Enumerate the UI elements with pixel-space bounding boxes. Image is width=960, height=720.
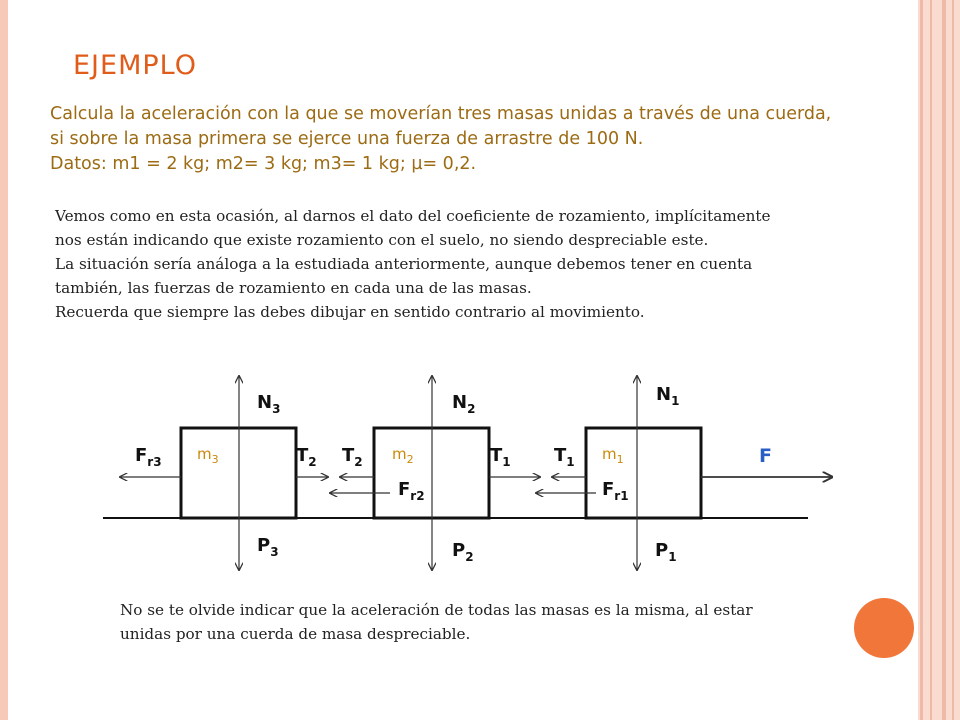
explanation-line: Vemos como en esta ocasión, al darnos el dato del coeficiente de rozamiento, implícitamente xyxy=(55,207,771,225)
label-Fr1: $F_{r1}$ xyxy=(602,479,629,503)
label-Fr3: $F_{r3}$ xyxy=(135,445,162,469)
label-T1-right: $T_1$ xyxy=(554,445,575,469)
label-P3: $P_3$ xyxy=(257,535,279,559)
decorative-circle xyxy=(854,598,914,658)
label-T2-right: $T_2$ xyxy=(342,445,363,469)
explanation-line: La situación sería análoga a la estudiada anteriormente, aunque debemos tener en cuenta xyxy=(55,255,753,273)
note-line: No se te olvide indicar que la aceleración de todas las masas es la misma, al estar xyxy=(120,601,753,619)
label-P2: $P_2$ xyxy=(452,540,474,564)
problem-line: Calcula la aceleración con la que se moverían tres masas unidas a través de una cuerda, xyxy=(50,104,832,124)
explanation-line: Recuerda que siempre las debes dibujar en sentido contrario al movimiento. xyxy=(55,303,645,321)
label-T2-left: $T_2$ xyxy=(296,445,317,469)
label-m3: $m_3$ xyxy=(197,445,219,466)
label-F: F xyxy=(759,445,772,467)
label-P1: $P_1$ xyxy=(655,540,677,564)
explanation-line: también, las fuerzas de rozamiento en cada una de las masas. xyxy=(55,279,532,297)
problem-data: Datos: m1 = 2 kg; m2= 3 kg; m3= 1 kg; µ= 0,2. xyxy=(50,154,477,174)
note-line: unidas por una cuerda de masa despreciable. xyxy=(120,625,471,643)
label-N1: $N_1$ xyxy=(656,384,680,408)
explanation-line: nos están indicando que existe rozamiento con el suelo, no siendo despreciable este. xyxy=(55,231,709,249)
label-m2: $m_2$ xyxy=(392,445,414,466)
slide-title: EJEMPLO xyxy=(73,50,197,81)
label-N3: $N_3$ xyxy=(257,392,281,416)
problem-line: si sobre la masa primera se ejerce una fuerza de arrastre de 100 N. xyxy=(50,129,644,149)
label-Fr2: $F_{r2}$ xyxy=(398,479,425,503)
label-N2: $N_2$ xyxy=(452,392,476,416)
block-m1 xyxy=(586,428,701,518)
label-T1-left: $T_1$ xyxy=(490,445,511,469)
label-m1: $m_1$ xyxy=(602,445,624,466)
note-text xyxy=(120,598,860,646)
